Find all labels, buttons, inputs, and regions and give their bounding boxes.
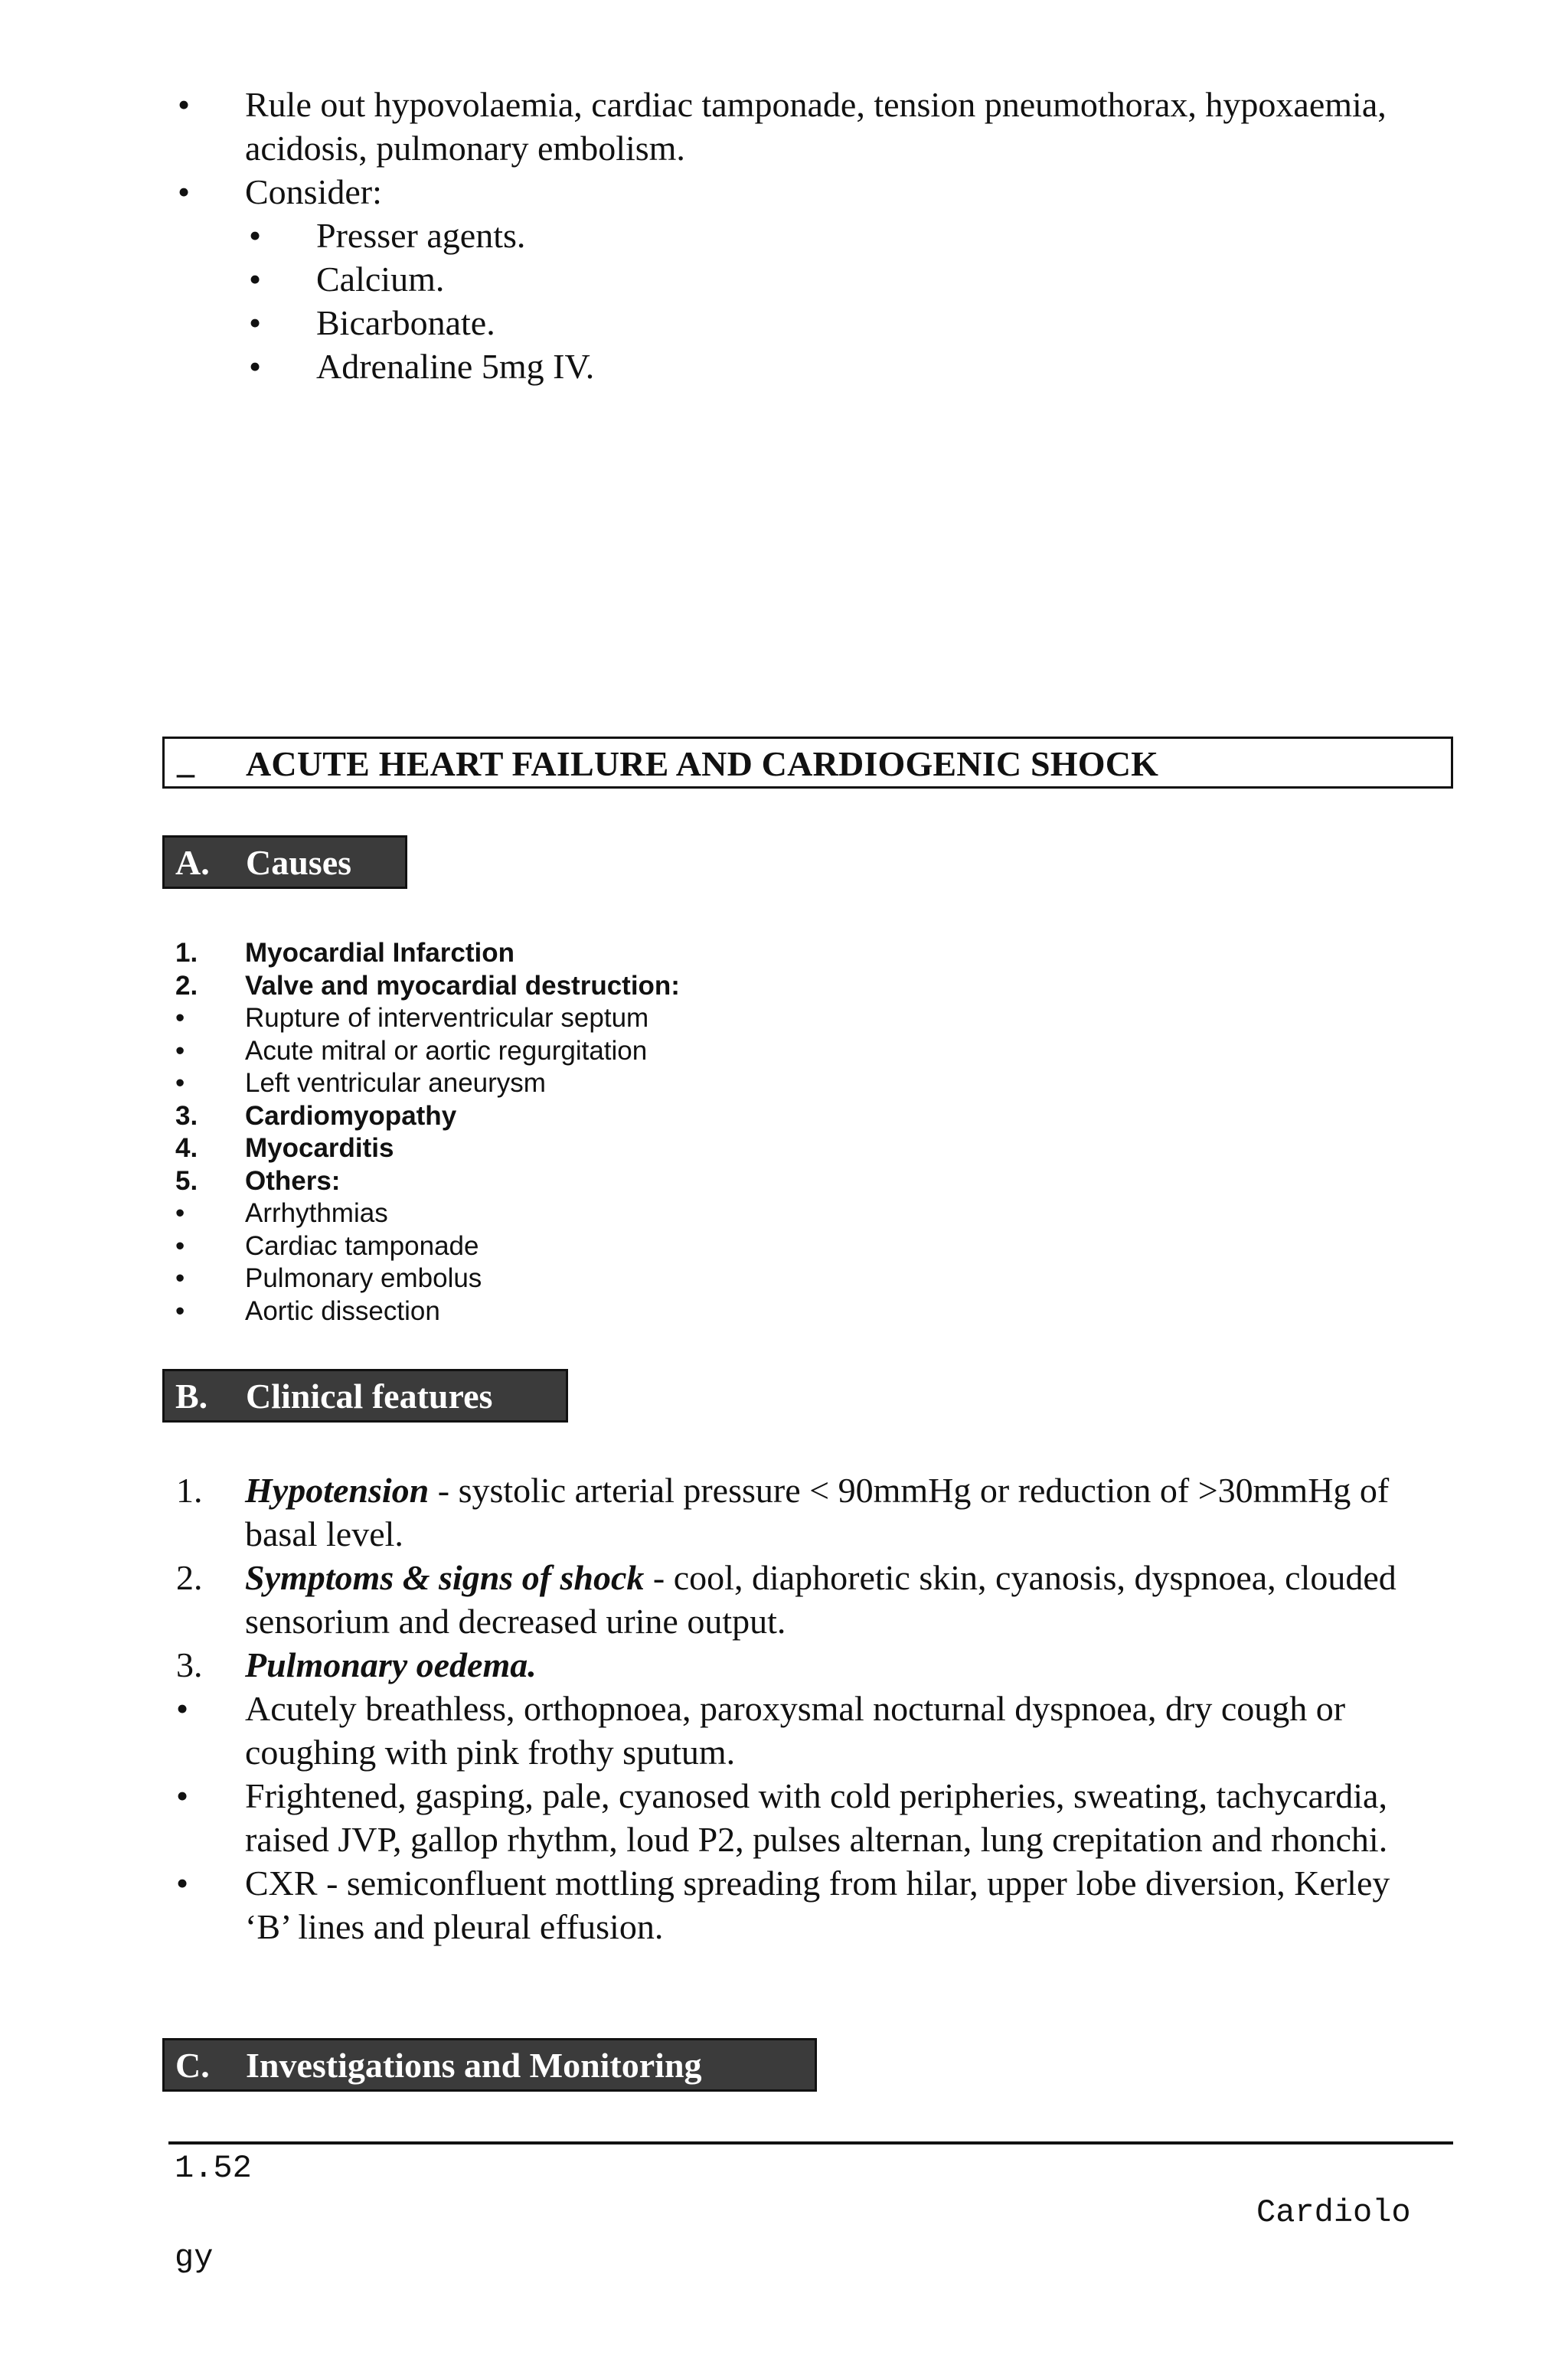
section-letter: B. [175,1377,208,1416]
list-item [0,345,1568,388]
cause-text: Acute mitral or aortic regurgitation [245,1035,648,1066]
section-header-causes [162,835,407,889]
list-item [0,1468,1568,1556]
list-marker: 1. [176,1471,203,1510]
section-title: Clinical features [246,1377,493,1416]
cause-text: Cardiomyopathy [245,1100,457,1131]
section-title: Causes [246,843,352,882]
list-item [0,1230,1568,1263]
consider-item: Bicarbonate. [316,303,495,342]
top-bullet-list [0,83,1568,388]
cause-text: Others: [245,1165,341,1196]
list-item [0,1861,1568,1949]
list-item [0,1687,1568,1774]
bullet-marker: • [249,303,262,342]
section-letter: C. [175,2046,210,2085]
list-item [0,1034,1568,1067]
list-marker: 2. [175,970,198,1001]
consider-text: Consider: [245,172,382,211]
bullet-marker: • [249,260,262,299]
list-item [0,301,1568,345]
list-marker: • [175,1263,185,1293]
feature-detail: - cool, diaphoretic skin, cyanosis, dyspnoea, clouded sensorium and decreased urine output. [245,1558,1396,1641]
section-letter: A. [175,843,210,882]
list-marker: • [175,1035,185,1066]
list-marker: • [176,1689,189,1728]
chapter-title-box [162,737,1453,789]
list-item [0,969,1568,1002]
bullet-marker: • [178,172,191,211]
consider-item: Adrenaline 5mg IV. [316,347,595,386]
feature-text: Frightened, gasping, pale, cyanosed with cold peripheries, sweating, tachycardia, raised JVP, gallop rhythm, loud P2, pulses alternan, lung crepitation and rhonchi. [245,1776,1388,1859]
rule-out-text: Rule out hypovolaemia, cardiac tamponade, tension pneumothorax, hypoxaemia, acidosis, pulmonary embolism. [245,85,1387,168]
feature-lead: Pulmonary oedema. [245,1645,537,1684]
clinical-features-list [0,1468,1568,1949]
bullet-marker: • [178,85,191,124]
list-marker: • [176,1864,189,1903]
consider-item: Calcium. [316,260,445,299]
cause-text: Pulmonary embolus [245,1263,482,1293]
feature-text [245,1643,1439,1687]
list-item [0,1295,1568,1328]
list-marker: 2. [176,1558,203,1597]
list-marker: • [175,1198,185,1228]
list-item [0,1556,1568,1643]
list-item [0,1067,1568,1099]
consider-item: Presser agents. [316,216,526,255]
list-item [0,1262,1568,1295]
bullet-marker: • [249,216,262,255]
section-header-investigations [162,2038,817,2092]
cause-text: Valve and myocardial destruction: [245,970,680,1001]
feature-lead: Hypotension [245,1471,430,1510]
page-number: 1.52 [175,2150,252,2187]
list-marker: 3. [176,1645,203,1684]
list-marker: • [175,1295,185,1326]
section-header-clinical-features [162,1369,568,1423]
section-title: Investigations and Monitoring [246,2046,702,2085]
list-marker: 1. [175,938,198,968]
title-dash: _ [177,741,194,780]
footer-section-name: Cardiolo [1256,2194,1411,2231]
list-item [0,1643,1568,1687]
bullet-marker: • [249,347,262,386]
cause-text: Arrhythmias [245,1198,388,1228]
list-item [0,1001,1568,1034]
list-item [0,257,1568,301]
list-item [0,83,1568,170]
feature-text: Acutely breathless, orthopnoea, paroxysmal nocturnal dyspnoea, dry cough or coughing with pink frothy sputum. [245,1689,1346,1772]
list-item [0,936,1568,969]
list-marker: • [175,1230,185,1261]
list-item [0,1774,1568,1861]
feature-text [245,1468,1439,1556]
cause-text: Rupture of interventricular septum [245,1003,649,1033]
footer-divider [168,2141,1453,2145]
feature-text: CXR - semiconfluent mottling spreading from hilar, upper lobe diversion, Kerley ‘B’ lines and pleural effusion. [245,1864,1390,1946]
chapter-title: ACUTE HEART FAILURE AND CARDIOGENIC SHOCK [246,744,1159,783]
list-item [0,170,1568,214]
list-item [0,1197,1568,1230]
list-marker: 3. [175,1100,198,1131]
list-marker: • [176,1776,189,1815]
feature-text [245,1556,1439,1643]
cause-text: Left ventricular aneurysm [245,1068,546,1098]
list-item [0,1165,1568,1197]
list-item [0,1099,1568,1132]
footer-section-name-continued: gy [175,2239,214,2276]
cause-text: Myocardial Infarction [245,938,515,968]
list-marker: 4. [175,1133,198,1163]
cause-text: Cardiac tamponade [245,1230,479,1261]
causes-list [0,936,1568,1327]
list-marker: • [175,1003,185,1033]
cause-text: Aortic dissection [245,1295,440,1326]
cause-text: Myocarditis [245,1133,394,1163]
list-marker: 5. [175,1165,198,1196]
feature-lead: Symptoms & signs of shock [245,1558,645,1597]
list-item [0,1132,1568,1165]
list-item [0,214,1568,257]
feature-detail: - systolic arterial pressure < 90mmHg or reduction of >30mmHg of basal level. [245,1471,1390,1553]
list-marker: • [175,1068,185,1098]
